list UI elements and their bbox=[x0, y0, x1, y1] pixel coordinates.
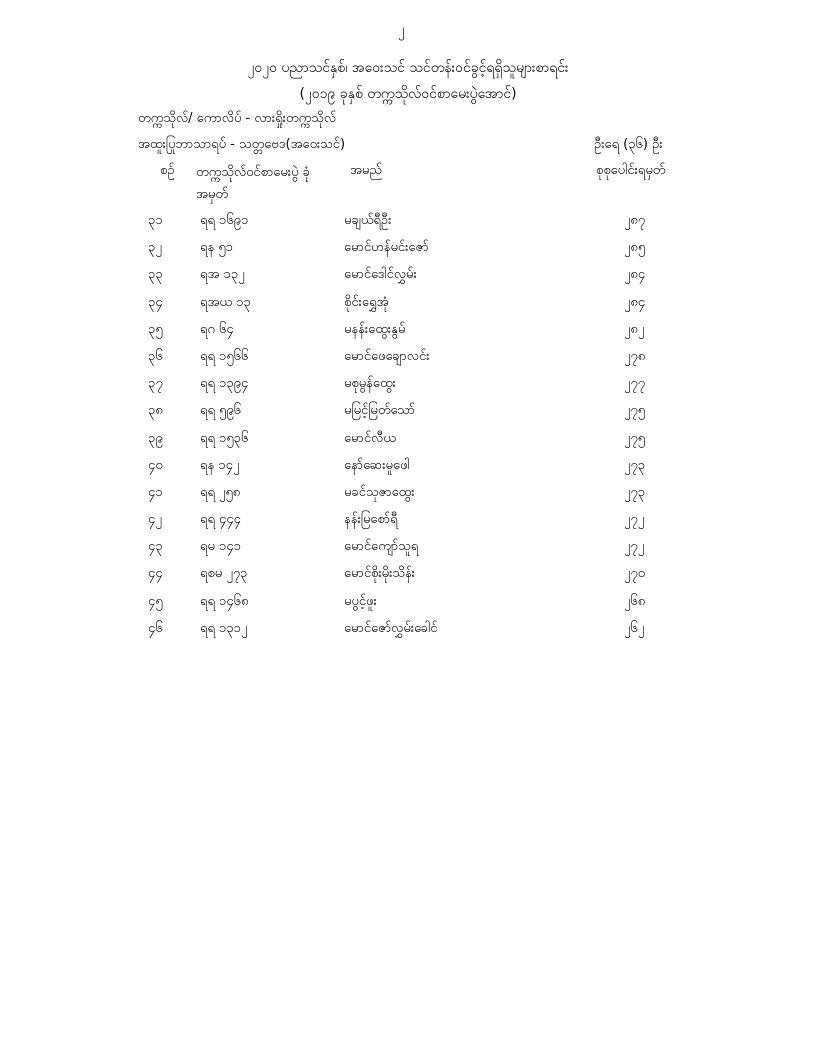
total-marks: ၂၈၇ bbox=[624, 213, 646, 228]
row-number: ၄၄ bbox=[148, 566, 163, 582]
table-row bbox=[0, 593, 816, 620]
student-name: မနန်းထွေးနွမ် bbox=[344, 321, 406, 337]
total-marks: ၂၇၃ bbox=[624, 457, 646, 473]
student-name: မစုမွန်ထွေး bbox=[344, 376, 396, 392]
row-number: ၃၁ bbox=[148, 213, 163, 228]
roll-number: ရရ ၁၅၆၆ bbox=[200, 348, 249, 364]
header-name: အမည် bbox=[350, 163, 382, 178]
header-roll-number: တက္ကသိုလ်ဝင်စာမေးပွဲ ခုံအမှတ် bbox=[196, 165, 310, 202]
document-title: ၂၀၂၀ ပညာသင်နှစ်၊ အဝေးသင် သင်တန်းဝင်ခွင့်ရရှိသူများစာရင်း bbox=[247, 60, 569, 76]
results-table bbox=[0, 212, 816, 647]
row-number: ၄၀ bbox=[148, 457, 163, 473]
row-number: ၃၈ bbox=[148, 403, 163, 419]
roll-number: ရရ ၄၄၄ bbox=[200, 512, 241, 528]
total-marks: ၂၆၈ bbox=[624, 593, 646, 609]
roll-number: ရအ ၁၃၂ bbox=[200, 267, 245, 283]
student-name: မချယ်ရီဦး bbox=[344, 213, 392, 228]
total-marks: ၂၇၇ bbox=[624, 376, 646, 392]
table-row bbox=[0, 484, 816, 511]
total-marks: ၂၇၈ bbox=[624, 348, 646, 364]
table-row bbox=[0, 620, 816, 647]
roll-number: ရန ၁၄၂ bbox=[200, 457, 240, 473]
student-name: နန်းမြစော်ရီ bbox=[344, 512, 398, 528]
table-row bbox=[0, 375, 816, 402]
roll-number: ရဂ ၆၄ bbox=[200, 321, 234, 337]
page-number: ၂ bbox=[398, 22, 405, 38]
total-marks: ၂၆၂ bbox=[624, 620, 645, 636]
roll-number: ရရ ၂၅၈ bbox=[200, 484, 241, 500]
roll-number: ရရ ၅၉၆ bbox=[200, 403, 241, 419]
roll-number: ရရ ၁၅၃၆ bbox=[200, 430, 249, 446]
roll-number: ရမ ၁၄၁ bbox=[200, 539, 241, 555]
row-number: ၄၆ bbox=[148, 620, 163, 636]
roll-number: ရရ ၁၆၉၁ bbox=[200, 213, 249, 228]
roll-number: ရရ ၁၃၉၄ bbox=[200, 376, 249, 392]
table-row bbox=[0, 457, 816, 484]
total-marks: ၂၈၅ bbox=[624, 240, 646, 256]
table-row bbox=[0, 402, 816, 429]
roll-number: ရန ၅၁ bbox=[200, 240, 233, 256]
table-row bbox=[0, 430, 816, 457]
total-marks: ၂၇၂ bbox=[624, 539, 645, 555]
total-marks: ၂၇၀ bbox=[624, 566, 646, 582]
document-subtitle: (၂၀၁၉ ခုနှစ် တက္ကသိုလ်ဝင်စာမေးပွဲအောင်) bbox=[299, 86, 517, 102]
row-number: ၃၆ bbox=[148, 348, 163, 364]
total-marks: ၂၈၂ bbox=[624, 321, 645, 337]
row-number: ၃၂ bbox=[148, 240, 162, 256]
total-count: ဦးရေ (၃၆) ဦး bbox=[594, 137, 663, 152]
student-name: မမြင့်မြတ်သော် bbox=[344, 403, 415, 419]
student-name: မောင်ကျော်သူရ bbox=[344, 539, 419, 555]
row-number: ၄၃ bbox=[148, 539, 163, 555]
roll-number: ရရ ၁၄၆၈ bbox=[200, 593, 249, 609]
row-number: ၃၅ bbox=[148, 321, 163, 337]
row-number: ၃၉ bbox=[148, 430, 163, 446]
total-marks: ၂၇၅ bbox=[624, 430, 646, 446]
table-row bbox=[0, 321, 816, 348]
subject-label: အထူးပြုဘာသာရပ် - သတ္တဗေဒ(အဝေးသင်) bbox=[138, 137, 346, 152]
row-number: ၃၃ bbox=[148, 267, 163, 283]
row-number: ၃၄ bbox=[148, 294, 163, 310]
total-marks: ၂၈၄ bbox=[624, 294, 646, 310]
table-row bbox=[0, 348, 816, 375]
student-name: မောင်ဒေါင်လွှမ်း bbox=[344, 267, 417, 283]
student-name: မခင်သုဇာထွေး bbox=[344, 484, 415, 500]
student-name: မောင်ဖေချောလင်း bbox=[344, 348, 430, 364]
roll-number: ရအယ ၁၃ bbox=[200, 294, 251, 310]
row-number: ၄၂ bbox=[148, 512, 162, 528]
header-no: စဉ် bbox=[160, 163, 175, 178]
header-total-marks: စုစုပေါင်းရမှတ် bbox=[596, 163, 666, 178]
student-name: မပွင့်ဖူး bbox=[344, 593, 377, 609]
table-row bbox=[0, 294, 816, 321]
table-row bbox=[0, 266, 816, 293]
student-name: မောင်လီယ bbox=[344, 430, 396, 446]
row-number: ၃၇ bbox=[148, 376, 163, 392]
row-number: ၄၁ bbox=[148, 484, 163, 500]
student-name: မောင်ဇော်လွှမ်းခေါင် bbox=[344, 620, 438, 636]
university-label: တက္ကသိုလ်/ ကောလိပ် - လားရှိုးတက္ကသိုလ် bbox=[138, 111, 337, 126]
row-number: ၄၅ bbox=[148, 593, 163, 609]
student-name: စိုင်းရွှေအုံ bbox=[344, 294, 389, 310]
table-row bbox=[0, 565, 816, 592]
total-marks: ၂၇၃ bbox=[624, 484, 646, 500]
table-row bbox=[0, 212, 816, 239]
table-row bbox=[0, 239, 816, 266]
total-marks: ၂၇၂ bbox=[624, 512, 645, 528]
table-row bbox=[0, 511, 816, 538]
roll-number: ရရ ၁၃၁၂ bbox=[200, 620, 248, 636]
table-row bbox=[0, 538, 816, 565]
total-marks: ၂၇၅ bbox=[624, 403, 646, 419]
student-name: မောင်ဟန်မင်းဇော် bbox=[344, 240, 429, 256]
total-marks: ၂၈၄ bbox=[624, 267, 646, 283]
roll-number: ရစမ ၂၇၃ bbox=[200, 566, 248, 582]
student-name: နော်ဆေးမူဖေါ bbox=[344, 457, 410, 473]
student-name: မောင်စိုးမိုးသိန်း bbox=[344, 566, 415, 582]
